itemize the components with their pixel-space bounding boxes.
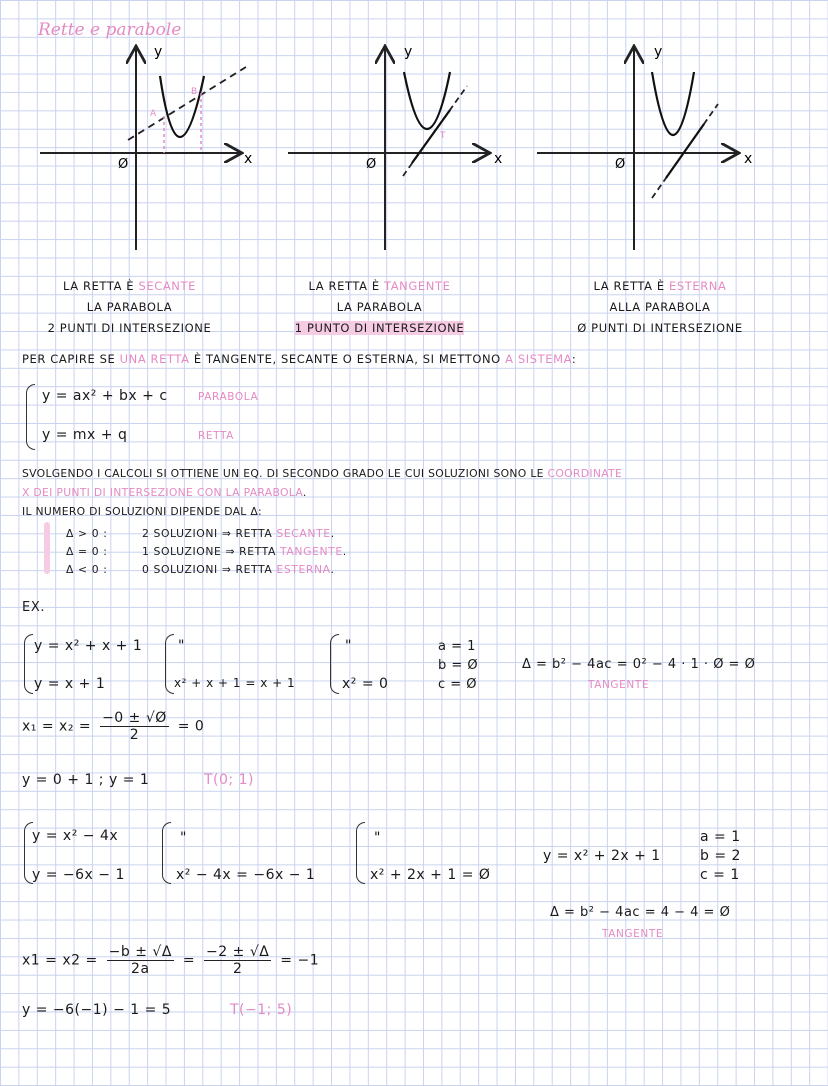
line-label: RETTA xyxy=(198,430,234,442)
ex2-parabola: y = x² − 4x xyxy=(32,828,119,844)
point-t-label: T xyxy=(440,131,446,141)
x-label: x xyxy=(744,151,753,167)
external-term: ESTERNA xyxy=(668,279,727,293)
case-tangent: LA RETTA È TANGENTE LA PARABOLA 1 PUNTO DI INTERSEZIONE xyxy=(294,279,465,335)
example-label: EX. xyxy=(22,600,46,615)
delta-case-zero: Δ = 0 : 1 SOLUZIONE ⇒ RETTA TANGENTE. xyxy=(66,545,347,558)
ex1-reduced: x² = 0 xyxy=(342,676,389,692)
explanation-line-1: SVOLGENDO I CALCOLI SI OTTIENE UN EQ. DI SECONDO GRADO LE CUI SOLUZIONI SONO LE COORDINATE xyxy=(22,467,623,480)
ex2-substitution: x² − 4x = −6x − 1 xyxy=(176,867,316,883)
graph-external xyxy=(537,44,752,250)
ex2-result: TANGENTE xyxy=(602,928,664,940)
ex2-delta: Δ = b² − 4ac = 4 − 4 = Ø xyxy=(550,905,731,920)
tangent-term: TANGENTE xyxy=(383,279,451,293)
ex2-solution: x1 = x2 = $\frac{-b \pm √\Delta}{2a}$ = $\frac{-2 \pm √\Delta}{2}$ = −1 xyxy=(22,944,320,977)
ex2-line: y = −6x − 1 xyxy=(32,867,125,883)
explanation-line-3: IL NUMERO DI SOLUZIONI DIPENDE DAL Δ: xyxy=(22,505,262,518)
point-b-label: B xyxy=(191,87,198,97)
graph-tangent xyxy=(288,44,502,250)
secant-line xyxy=(128,67,246,140)
ex1-coefficients: a = 1 b = Ø c = Ø xyxy=(438,639,479,692)
page-title: Rette e parabole xyxy=(38,20,182,40)
ex2-equation: y = x² + 2x + 1 xyxy=(543,848,661,864)
ex2-reduced: x² + 2x + 1 = Ø xyxy=(370,867,491,883)
case-external: LA RETTA È ESTERNA ALLA PARABOLA Ø PUNTI DI INTERSEZIONE xyxy=(577,279,743,335)
ex2-y-value: y = −6(−1) − 1 = 5 xyxy=(22,1002,172,1018)
ex1-result: TANGENTE xyxy=(588,679,650,691)
y-label: y xyxy=(654,44,663,60)
delta-case-positive: Δ > 0 : 2 SOLUZIONI ⇒ RETTA SECANTE. xyxy=(66,527,335,540)
y-label: y xyxy=(404,44,413,60)
point-a-label: A xyxy=(150,109,157,119)
ex2-point: T(−1; 5) xyxy=(230,1002,293,1018)
y-label: y xyxy=(154,44,163,60)
ex1-line: y = x + 1 xyxy=(34,676,106,692)
origin-label: Ø xyxy=(366,157,377,172)
ex1-y-value: y = 0 + 1 ; y = 1 xyxy=(22,772,150,788)
origin-label: Ø xyxy=(118,157,129,172)
system-brace xyxy=(26,384,35,450)
x-label: x xyxy=(244,151,253,167)
delta-cases xyxy=(66,525,347,579)
ex1-solution: x₁ = x₂ = $\frac{-0 \pm √Ø}{2}$ = 0 xyxy=(22,710,205,743)
ex1-substitution: x² + x + 1 = x + 1 xyxy=(174,676,296,690)
ex1-point: T(0; 1) xyxy=(204,772,254,788)
origin-label: Ø xyxy=(615,157,626,172)
parabola xyxy=(652,72,694,135)
x-label: x xyxy=(494,151,503,167)
case-secant: LA RETTA È SECANTE LA PARABOLA 2 PUNTI DI INTERSEZIONE xyxy=(47,279,212,335)
delta-highlight-bar xyxy=(44,522,50,574)
ex2-coefficients: a = 1 b = 2 c = 1 xyxy=(700,829,741,883)
secant-term: SECANTE xyxy=(138,279,196,293)
ex1-delta: Δ = b² − 4ac = 0² − 4 · 1 · Ø = Ø xyxy=(522,657,756,672)
ex1-parabola: y = x² + x + 1 xyxy=(34,638,143,654)
graph-secant xyxy=(40,44,252,250)
delta-case-negative: Δ < 0 : 0 SOLUZIONI ⇒ RETTA ESTERNA. xyxy=(66,563,335,576)
graphs xyxy=(0,0,828,260)
intro-line: PER CAPIRE SE UNA RETTA È TANGENTE, SECANTE O ESTERNA, SI METTONO A SISTEMA: xyxy=(22,352,577,366)
explanation-line-2: X DEI PUNTI DI INTERSEZIONE CON LA PARABOLA. xyxy=(22,486,307,499)
parabola-equation: y = ax² + bx + c xyxy=(42,388,168,404)
parabola-label: PARABOLA xyxy=(198,391,259,403)
line-equation: y = mx + q xyxy=(42,427,128,443)
